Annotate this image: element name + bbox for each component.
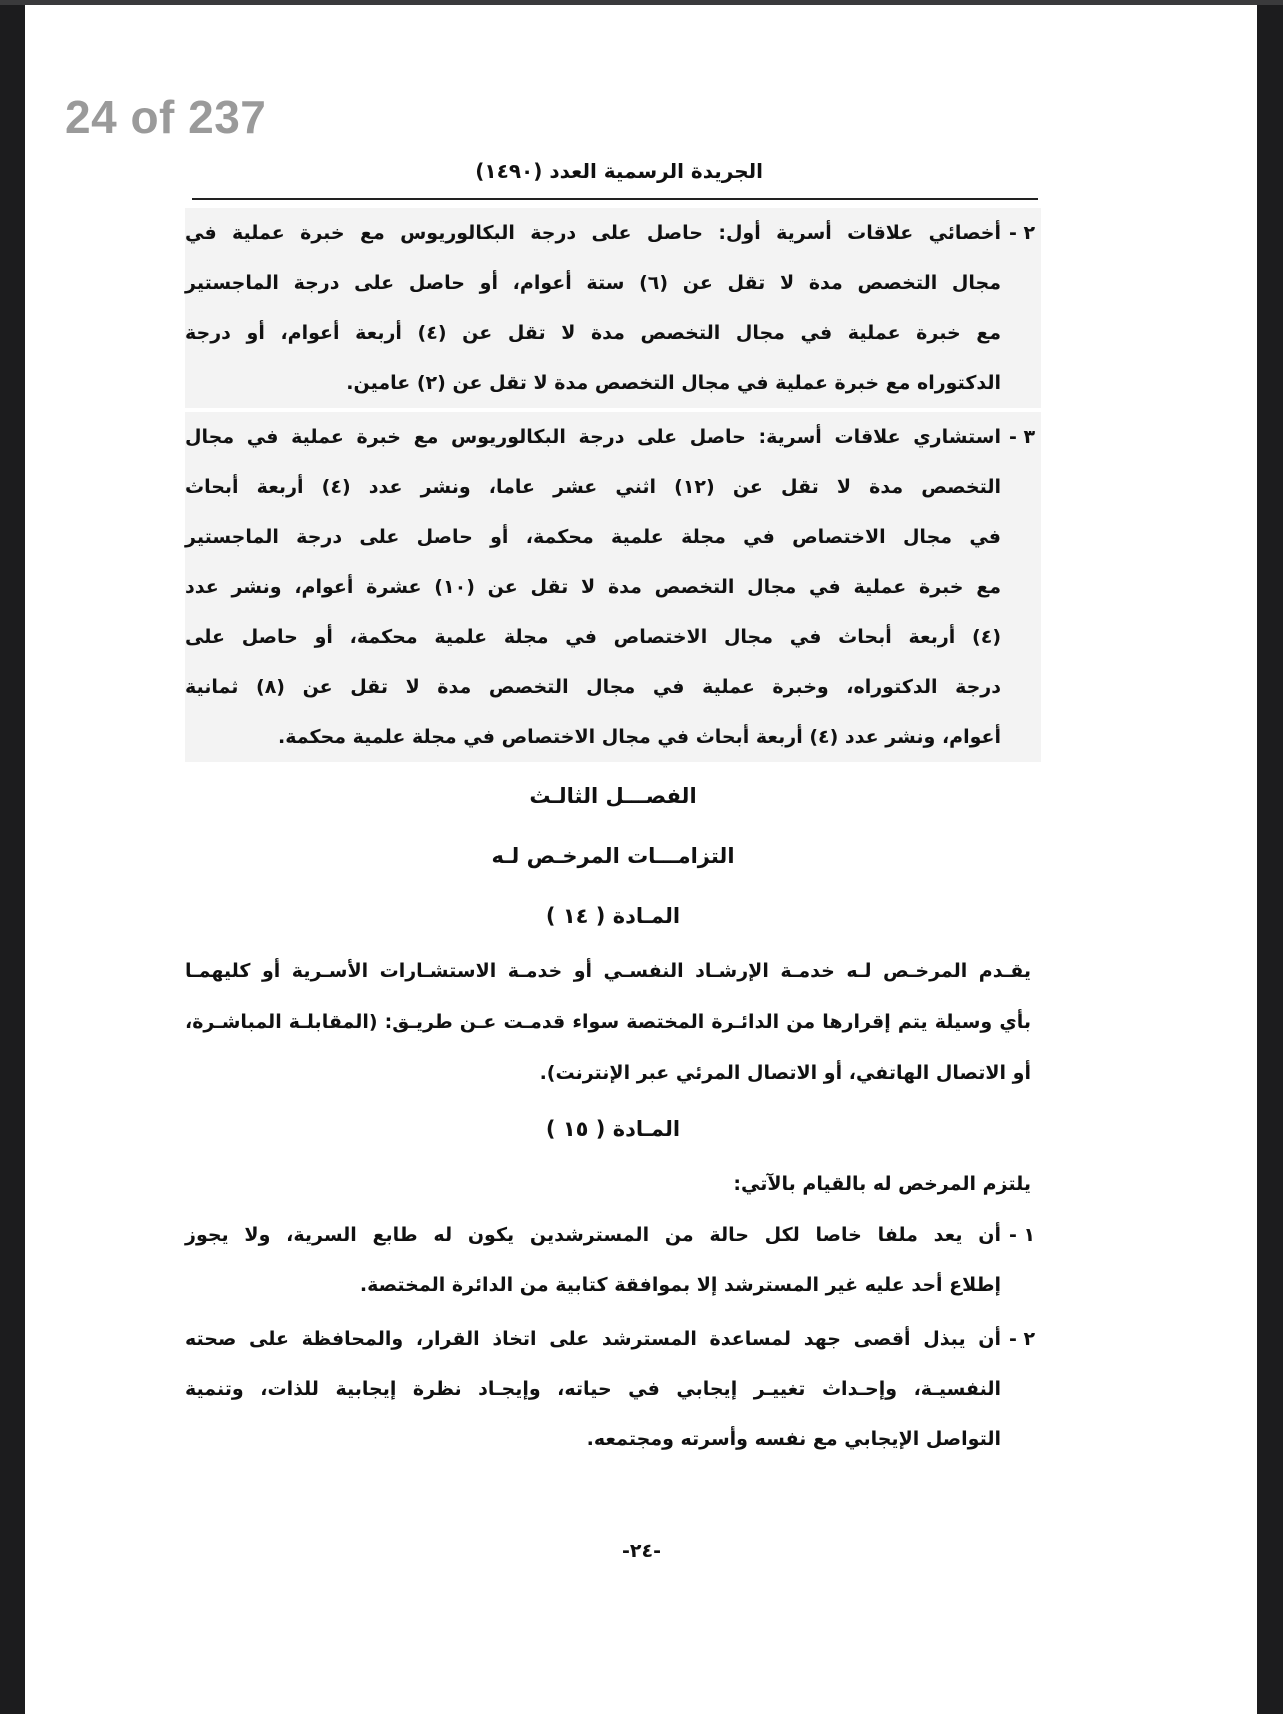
page-number: -٢٤- (622, 1540, 661, 1562)
text-line: مع خبرة عملية في مجال التخصص مدة لا تقل عن (٤) أربعة أعوام، أو درجة (185, 322, 1001, 344)
text-line: أعوام، ونشر عدد (٤) أربعة أبحاث في مجال الاختصاص في مجلة علمية محكمة. (277, 726, 1001, 748)
article-15-list (185, 1210, 1041, 1464)
list-item (185, 1210, 1041, 1310)
text-line: أن يعد ملفا خاصا لكل حالة من المسترشدين يكون له طابع السرية، ولا يجوز (185, 1224, 1001, 1246)
article-15-intro (185, 1159, 1041, 1210)
chapter-title: الفصـــل الثالـث (529, 784, 697, 808)
article-14-title: المـادة ( ١٤ ) (545, 904, 681, 928)
text-line: إطلاع أحد عليه غير المسترشد إلا بموافقة كتابية من الدائرة المختصة. (359, 1274, 1001, 1296)
chapter-subtitle: التزامـــات المرخـص لـه (491, 844, 735, 868)
item-number: ٣ - (1008, 426, 1036, 448)
list-item (185, 1314, 1041, 1464)
text-line: في مجال الاختصاص في مجلة علمية محكمة، أو حاصل على درجة الماجستير (185, 526, 1001, 548)
qualification-item (185, 208, 1041, 408)
qualification-item (185, 412, 1041, 762)
text-line: أخصائي علاقات أسرية أول: حاصل على درجة البكالوريوس مع خبرة عملية في (185, 222, 1001, 244)
item-number: ٢ - (1008, 1328, 1036, 1350)
text-line: (٤) أربعة أبحاث في مجال الاختصاص في مجلة علمية محكمة، أو حاصل على (185, 626, 1001, 648)
page-counter: 24 of 237 (65, 91, 267, 143)
document-body (185, 208, 1041, 1464)
text-line: مجال التخصص مدة لا تقل عن (٦) ستة أعوام، أو حاصل على درجة الماجستير (185, 272, 1002, 294)
text-line: درجة الدكتوراه، وخبرة عملية في مجال التخصص مدة لا تقل عن (٨) ثمانية (185, 676, 1001, 698)
gazette-header: الجريدة الرسمية العدد (١٤٩٠) (475, 159, 763, 183)
article-15-title: المـادة ( ١٥ ) (545, 1117, 681, 1141)
item-number: ١ - (1008, 1224, 1036, 1246)
article-14-text (185, 946, 1041, 1099)
item-number: ٢ - (1008, 222, 1036, 244)
text-line: النفسيـة، وإحـداث تغييـر إيجابي في حياته، وإيجـاد نظرة إيجابية للذات، وتنمية (185, 1378, 1001, 1400)
text-line: الدكتوراه مع خبرة عملية في مجال التخصص مدة لا تقل عن (٢) عامين. (346, 372, 1001, 394)
header-rule (192, 198, 1038, 200)
text-line: التخصص مدة لا تقل عن (١٢) اثني عشر عاما، ونشر عدد (٤) أربعة أبحاث (185, 476, 1001, 498)
text-line: يلتزم المرخص له بالقيام بالآتي: (733, 1173, 1031, 1195)
text-line: أو الاتصال الهاتفي، أو الاتصال المرئي عبر الإنترنت). (539, 1062, 1031, 1084)
text-line: أن يبذل أقصى جهد لمساعدة المسترشد على اتخاذ القرار، والمحافظة على صحته (185, 1328, 1001, 1350)
text-line: يقـدم المرخـص لـه خدمـة الإرشـاد النفسـي أو خدمـة الاستشـارات الأسـرية أو كليهمـا (185, 960, 1031, 982)
text-line: استشاري علاقات أسرية: حاصل على درجة البكالوريوس مع خبرة عملية في مجال (185, 426, 1001, 448)
text-line: مع خبرة عملية في مجال التخصص مدة لا تقل عن (١٠) عشرة أعوام، ونشر عدد (185, 576, 1001, 598)
text-line: التواصل الإيجابي مع نفسه وأسرته ومجتمعه. (586, 1428, 1001, 1450)
text-line: بأي وسيلة يتم إقرارها من الدائـرة المختصة سواء قدمـت عـن طريـق: (المقابلـة المباشـرة، (185, 1011, 1031, 1033)
